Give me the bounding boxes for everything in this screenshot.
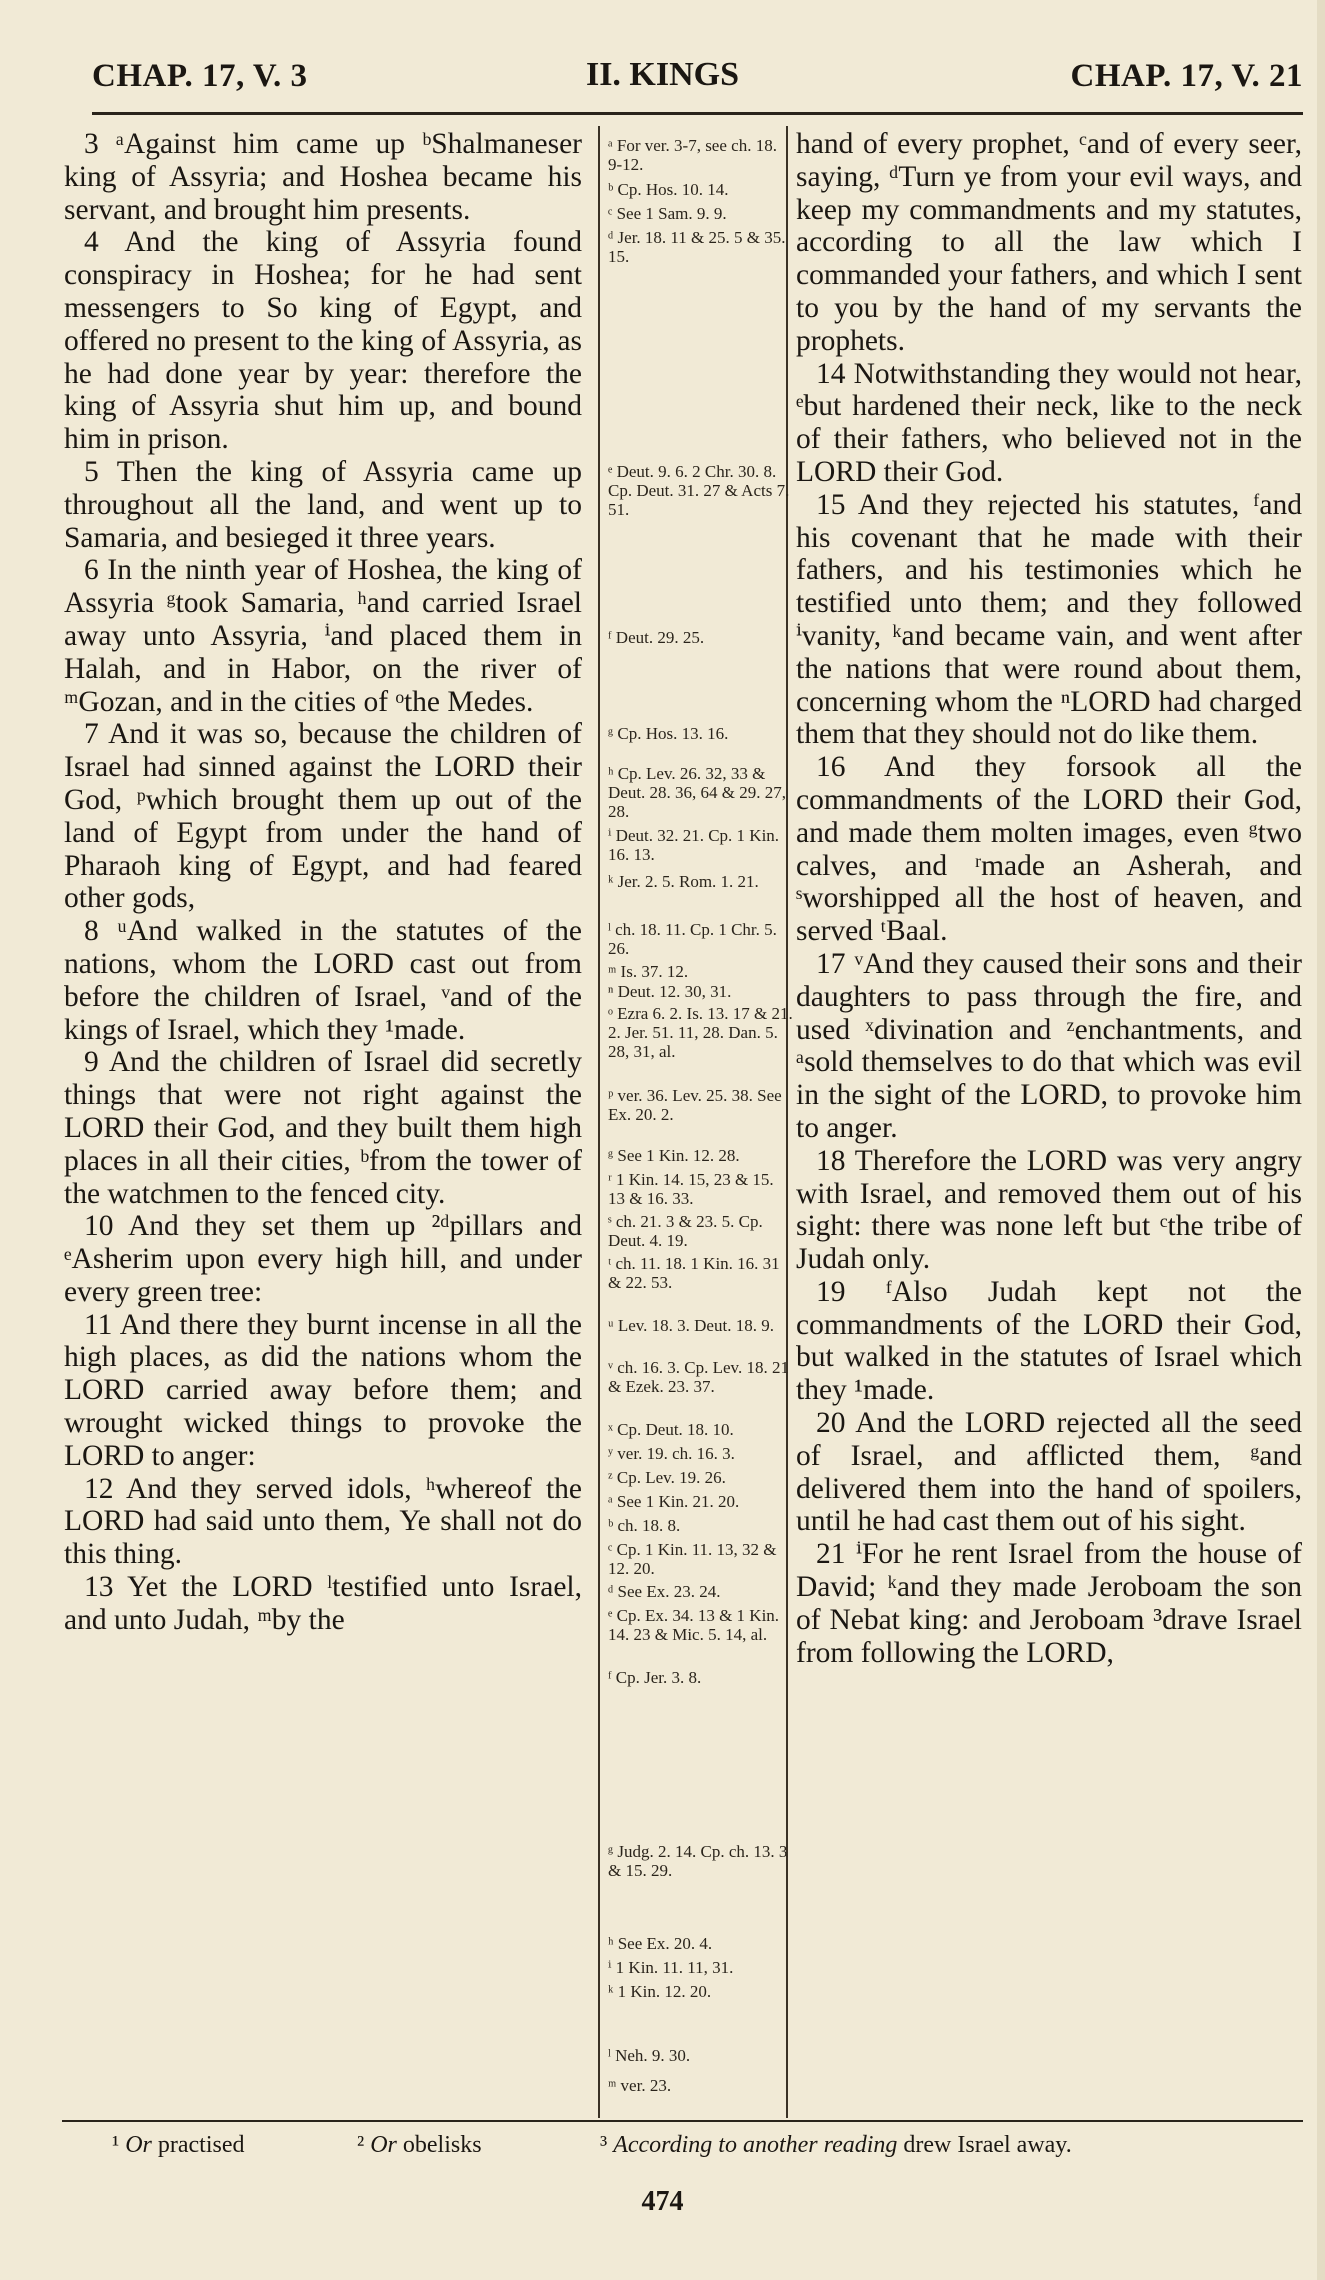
- verse-21: 21 ⁱFor he rent Israel from the house of David; ᵏand they made Jeroboam the son of Nebat king: and Jeroboam ³drave Israel from following the LORD,: [796, 1538, 1302, 1669]
- cross-reference: ˣ Cp. Deut. 18. 10.: [608, 1420, 734, 1439]
- verse-18: 18 Therefore the LORD was very angry with Israel, and removed them out of his sight: there was none left but ᶜthe tribe of Judah only.: [796, 1144, 1302, 1276]
- cross-reference: ᵉ Cp. Ex. 34. 13 & 1 Kin. 14. 23 & Mic. 5. 14, al.: [608, 1606, 780, 1644]
- cross-reference: ˡ ch. 18. 11. Cp. 1 Chr. 5. 26.: [608, 920, 777, 958]
- cross-reference: ˡ Neh. 9. 30.: [608, 2046, 691, 2065]
- cross-reference: ʳ 1 Kin. 14. 15, 23 & 15. 13 & 16. 33.: [608, 1170, 774, 1208]
- right-text-column: [796, 128, 1302, 1669]
- verse-19: 19 ᶠAlso Judah kept not the commandments of the LORD their God, but walked in the statutes of Israel which they ¹made.: [796, 1275, 1302, 1407]
- page-edge: [1317, 0, 1325, 2280]
- verse-17: 17 ᵛAnd they caused their sons and their daughters to pass through the fire, and used ˣdivination and ᶻenchantments, and ᵃsold themselves to do that which was evil in the sight of the LORD, to provoke him to anger.: [796, 947, 1302, 1144]
- verse-14: 14 Notwithstanding they would not hear, ᵉbut hardened their neck, like to the neck of their fathers, who believed not in the LORD their God.: [796, 357, 1302, 488]
- verse-11: 11 And there they burnt incense in all the high places, as did the nations whom the LORD carried away before them; and wrought wicked things to provoke the LORD to anger:: [64, 1308, 582, 1472]
- cross-reference: ʸ ver. 19. ch. 16. 3.: [608, 1444, 735, 1463]
- cross-reference: ᵛ ch. 16. 3. Cp. Lev. 18. 21 & Ezek. 23. 37.: [608, 1358, 789, 1396]
- page-number: 474: [641, 2186, 684, 2217]
- cross-reference: ˢ ch. 21. 3 & 23. 5. Cp. Deut. 4. 19.: [608, 1212, 763, 1250]
- footnote-mark: ²: [357, 2132, 365, 2158]
- cross-reference: ᵖ ver. 36. Lev. 25. 38. See Ex. 20. 2.: [608, 1086, 782, 1124]
- running-head-left: CHAP. 17, V. 3: [92, 58, 308, 94]
- footnote-text: obelisks: [402, 2132, 482, 2158]
- cross-reference: ᵈ Jer. 18. 11 & 25. 5 & 35. 15.: [608, 228, 786, 266]
- cross-reference: ᶠ Cp. Jer. 3. 8.: [608, 1668, 702, 1687]
- footnote-2: [357, 2132, 482, 2159]
- cross-reference: ᵉ Deut. 9. 6. 2 Chr. 30. 8. Cp. Deut. 31. 27 & Acts 7. 51.: [608, 462, 790, 519]
- verse-12: 12 And they served idols, ʰwhereof the LORD had said unto them, Ye shall not do this thing.: [64, 1472, 582, 1571]
- cross-reference: ᵐ Is. 37. 12.: [608, 962, 689, 981]
- cross-reference: ⁱ Deut. 32. 21. Cp. 1 Kin. 16. 13.: [608, 826, 780, 864]
- verse-15: 15 And they rejected his statutes, ᶠand his covenant that he made with their fathers, and his testimonies which he testified unto them; and they followed ⁱvanity, ᵏand became vain, and went after the nations that were round about them, concerning whom the ⁿLORD had charged them that they should not do like them.: [796, 488, 1302, 751]
- cross-reference: ⁱ 1 Kin. 11. 11, 31.: [608, 1958, 734, 1977]
- cross-reference: ᶠ Deut. 29. 25.: [608, 628, 705, 647]
- cross-reference: ᶻ Cp. Lev. 19. 26.: [608, 1468, 726, 1487]
- column-divider-left: [598, 126, 600, 2118]
- cross-reference: ⁿ Deut. 12. 30, 31.: [608, 982, 732, 1001]
- footnote-3: [600, 2132, 1072, 2159]
- cross-reference: ᵘ Lev. 18. 3. Deut. 18. 9.: [608, 1316, 774, 1335]
- verse-9: 9 And the children of Israel did secretly things that were not right against the LORD their God, and they built them high places in all their cities, ᵇfrom the tower of the watchmen to the fenced city.: [64, 1046, 582, 1210]
- footnote-text: drew Israel away.: [903, 2132, 1072, 2158]
- cross-reference: ᵃ For ver. 3-7, see ch. 18. 9-12.: [608, 136, 777, 174]
- running-head-right: CHAP. 17, V. 21: [1070, 58, 1303, 94]
- cross-reference: ᵏ Jer. 2. 5. Rom. 1. 21.: [608, 872, 759, 891]
- verse-13-continued: hand of every prophet, ᶜand of every seer, saying, ᵈTurn ye from your evil ways, and keep my commandments and my statutes, according to all the law which I commanded your fathers, and which I sent to you by the hand of my servants the prophets.: [796, 128, 1302, 357]
- footnote-rule: [62, 2120, 1303, 2122]
- cross-reference: ᵍ Judg. 2. 14. Cp. ch. 13. 3 & 15. 29.: [608, 1842, 788, 1880]
- footnote-mark: ³: [600, 2132, 608, 2158]
- verse-13: 13 Yet the LORD ˡtestified unto Israel, and unto Judah, ᵐby the: [64, 1571, 582, 1636]
- verse-20: 20 And the LORD rejected all the seed of Israel, and afflicted them, ᵍand delivered them into the hand of spoilers, until he had cast them out of his sight.: [796, 1407, 1302, 1538]
- cross-reference: ᵐ ver. 23.: [608, 2076, 672, 2095]
- footnote-phrase: According to another reading: [613, 2132, 898, 2158]
- verse-16: 16 And they forsook all the commandments of the LORD their God, and made them molten images, even ᵍtwo calves, and ʳmade an Asherah, and ˢworshipped all the host of heaven, and served ᵗBaal.: [796, 751, 1302, 948]
- footnote-text: practised: [157, 2132, 245, 2158]
- cross-reference: ʰ Cp. Lev. 26. 32, 33 & Deut. 28. 36, 64 & 29. 27, 28.: [608, 764, 787, 821]
- cross-reference: ᶜ Cp. 1 Kin. 11. 13, 32 & 12. 20.: [608, 1540, 777, 1578]
- cross-reference: ᶜ See 1 Sam. 9. 9.: [608, 204, 727, 223]
- header-rule: [92, 112, 1303, 115]
- cross-reference: ʰ See Ex. 20. 4.: [608, 1934, 713, 1953]
- cross-reference: ᵍ Cp. Hos. 13. 16.: [608, 724, 729, 743]
- footnote-or: Or: [370, 2132, 397, 2158]
- book-title: II. KINGS: [585, 56, 740, 93]
- cross-reference: ᵏ 1 Kin. 12. 20.: [608, 1982, 712, 2001]
- cross-reference: ᵇ Cp. Hos. 10. 14.: [608, 180, 729, 199]
- cross-reference: ᵒ Ezra 6. 2. Is. 13. 17 & 21. 2. Jer. 51. 11, 28. Dan. 5. 28, 31, al.: [608, 1004, 793, 1061]
- cross-reference: ᵈ See Ex. 23. 24.: [608, 1582, 721, 1601]
- verse-4: 4 And the king of Assyria found conspiracy in Hoshea; for he had sent messengers to So king of Egypt, and offered no present to the king of Assyria, as he had done year by year: therefore the king of Assyria shut him up, and bound him in prison.: [64, 226, 582, 456]
- footnote-1: [112, 2132, 245, 2159]
- cross-reference: ᵗ ch. 11. 18. 1 Kin. 16. 31 & 22. 53.: [608, 1254, 780, 1292]
- footnote-mark: ¹: [112, 2132, 120, 2158]
- footnote-or: Or: [125, 2132, 152, 2158]
- verse-6: 6 In the ninth year of Hoshea, the king of Assyria ᵍtook Samaria, ʰand carried Israel away unto Assyria, ⁱand placed them in Halah, and in Habor, on the river of ᵐGozan, and in the cities of ᵒthe Medes.: [64, 554, 582, 718]
- left-text-column: [64, 128, 582, 1637]
- verse-8: 8 ᵘAnd walked in the statutes of the nations, whom the LORD cast out from before the children of Israel, ᵛand of the kings of Israel, which they ¹made.: [64, 915, 582, 1046]
- cross-reference: ᵇ ch. 18. 8.: [608, 1516, 681, 1535]
- cross-reference: ᵍ See 1 Kin. 12. 28.: [608, 1146, 740, 1165]
- cross-reference: ᵃ See 1 Kin. 21. 20.: [608, 1492, 740, 1511]
- verse-5: 5 Then the king of Assyria came up throughout all the land, and went up to Samaria, and besieged it three years.: [64, 455, 582, 554]
- verse-3: 3 ᵃAgainst him came up ᵇShalmaneser king of Assyria; and Hoshea became his servant, and brought him presents.: [64, 128, 582, 226]
- verse-10: 10 And they set them up ²ᵈpillars and ᵉAsherim upon every high hill, and under every green tree:: [64, 1210, 582, 1308]
- verse-7: 7 And it was so, because the children of Israel had sinned against the LORD their God, ᵖwhich brought them up out of the land of Egypt from under the hand of Pharaoh king of Egypt, and had feared other gods,: [64, 718, 582, 915]
